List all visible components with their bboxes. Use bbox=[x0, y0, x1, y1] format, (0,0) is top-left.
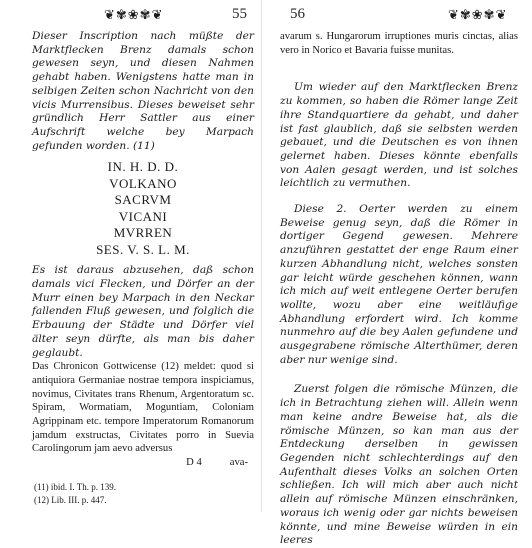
paragraph: Um wieder auf den Marktflecken Brenz zu kommen, so haben die Römer lange Zeit ihre Standquartiere da gehabt, und daher ist fast glaublich, daß sie selbsten werden gebauet, und die Deutschen es von ihnen gelernet haben. Dieses könnte ebenfalls von Aalen gesagt werden, und ist solches leichtlich zu vermuthen. bbox=[280, 81, 518, 190]
paragraph: Dieser Inscription nach müßte der Marktflecken Brenz damals schon gewesen seyn, und diesen Nahmen gehabt haben. Wenigstens hatte man in selbigen Zeiten schon Nachricht von den vicis Murrensibus. Dieses beweiset sehr gründlich Herr Sattler aus einer Aufschrift welche bey Marpach gefunden worden. (11) bbox=[32, 30, 254, 152]
inscription-line: SES. V. S. L. M. bbox=[96, 241, 190, 257]
catchword: ava- bbox=[229, 457, 248, 469]
ornament-icon: ❦✾❀✾❦ bbox=[448, 8, 508, 23]
page-number: 56 bbox=[290, 6, 305, 22]
ornament-icon: ❦✾❀✾❦ bbox=[104, 8, 164, 23]
footnote: (12) Lib. III. p. 447. bbox=[34, 495, 107, 506]
latin-quotation: Das Chronicon Gottwicense (12) meldet: quod si antiquiora Germaniae nostrae tempora inspiciamus, novimus, Civitates trans Rhenum, Argentoratum sc. Spiram, Wormatiam, Moguntiam, Coloniam Agrippinam etc. tempore Imperatorum Romanorum jamdum exstructas, Civitates porro in Suevia Carolingorum jam aevo adversus bbox=[32, 361, 254, 455]
paragraph: Diese 2. Oerter werden zu einem Beweise genug seyn, daß die Römer in dortiger Gegend gewesen. Mehrere anzuführen gestattet der enge Raum einer kurzen Abhandlung nicht, welches sonsten gar leicht würde geschehen können, wann ich mich auf weit entlegene Oerter berufen wollte, wozu aber eine weitläufige Abhandlung erfordert wird. Ich komme nunmehro auf die bey Aalen gefundene und ausgegrabene römische Alterthümer, deren aber nur wenige sind. bbox=[280, 203, 518, 366]
page-number: 55 bbox=[232, 6, 247, 22]
right-page bbox=[262, 0, 532, 547]
left-page-header bbox=[32, 6, 254, 30]
footnotes bbox=[32, 481, 254, 507]
right-page-header bbox=[280, 6, 518, 30]
paragraph: Zuerst folgen die römische Münzen, die ich in Betrachtung ziehen will. Allein wenn man keine andre Beweise hat, als die römische Münzen, so kan man aus der Entdeckung derselben in gewissen Gegenden nicht schlechterdings auf den Aufenthalt dieses Volks an solchen Orten schließen. Ich will mich aber auch nicht allein auf römische Münzen einschränken, woraus ich wenig oder gar nichts beweisen könnte, und mine Beweise würden in ein leeres bbox=[280, 383, 518, 547]
inscription-line: SACRVM bbox=[114, 192, 172, 208]
latin-continuation: avarum s. Hungarorum irruptiones muris cinctas, alias vero in Norico et Bavaria fuisse munitas. bbox=[280, 31, 518, 56]
footnote: (11) ibid. I. Th. p. 139. bbox=[34, 482, 116, 493]
inscription-line: MVRREN bbox=[113, 225, 173, 241]
left-page bbox=[0, 0, 262, 512]
inscription-line: VOLKANO bbox=[109, 175, 177, 191]
inscription-line: IN. H. D. D. bbox=[107, 159, 179, 175]
paragraph: Es ist daraus abzusehen, daß schon damals vici Flecken, und Dörfer an der Murr einen bey Marpach in den Neckar fallenden Fluß gewesen, und folglich die Erbauung der Städte und Dörfer viel älter seyn dürfte, als man bis daher geglaubt. bbox=[32, 264, 254, 359]
inscription-line: VICANI bbox=[118, 208, 168, 224]
page-signature-line bbox=[32, 456, 254, 469]
roman-inscription bbox=[32, 159, 254, 258]
signature-mark: D 4 bbox=[186, 457, 202, 469]
